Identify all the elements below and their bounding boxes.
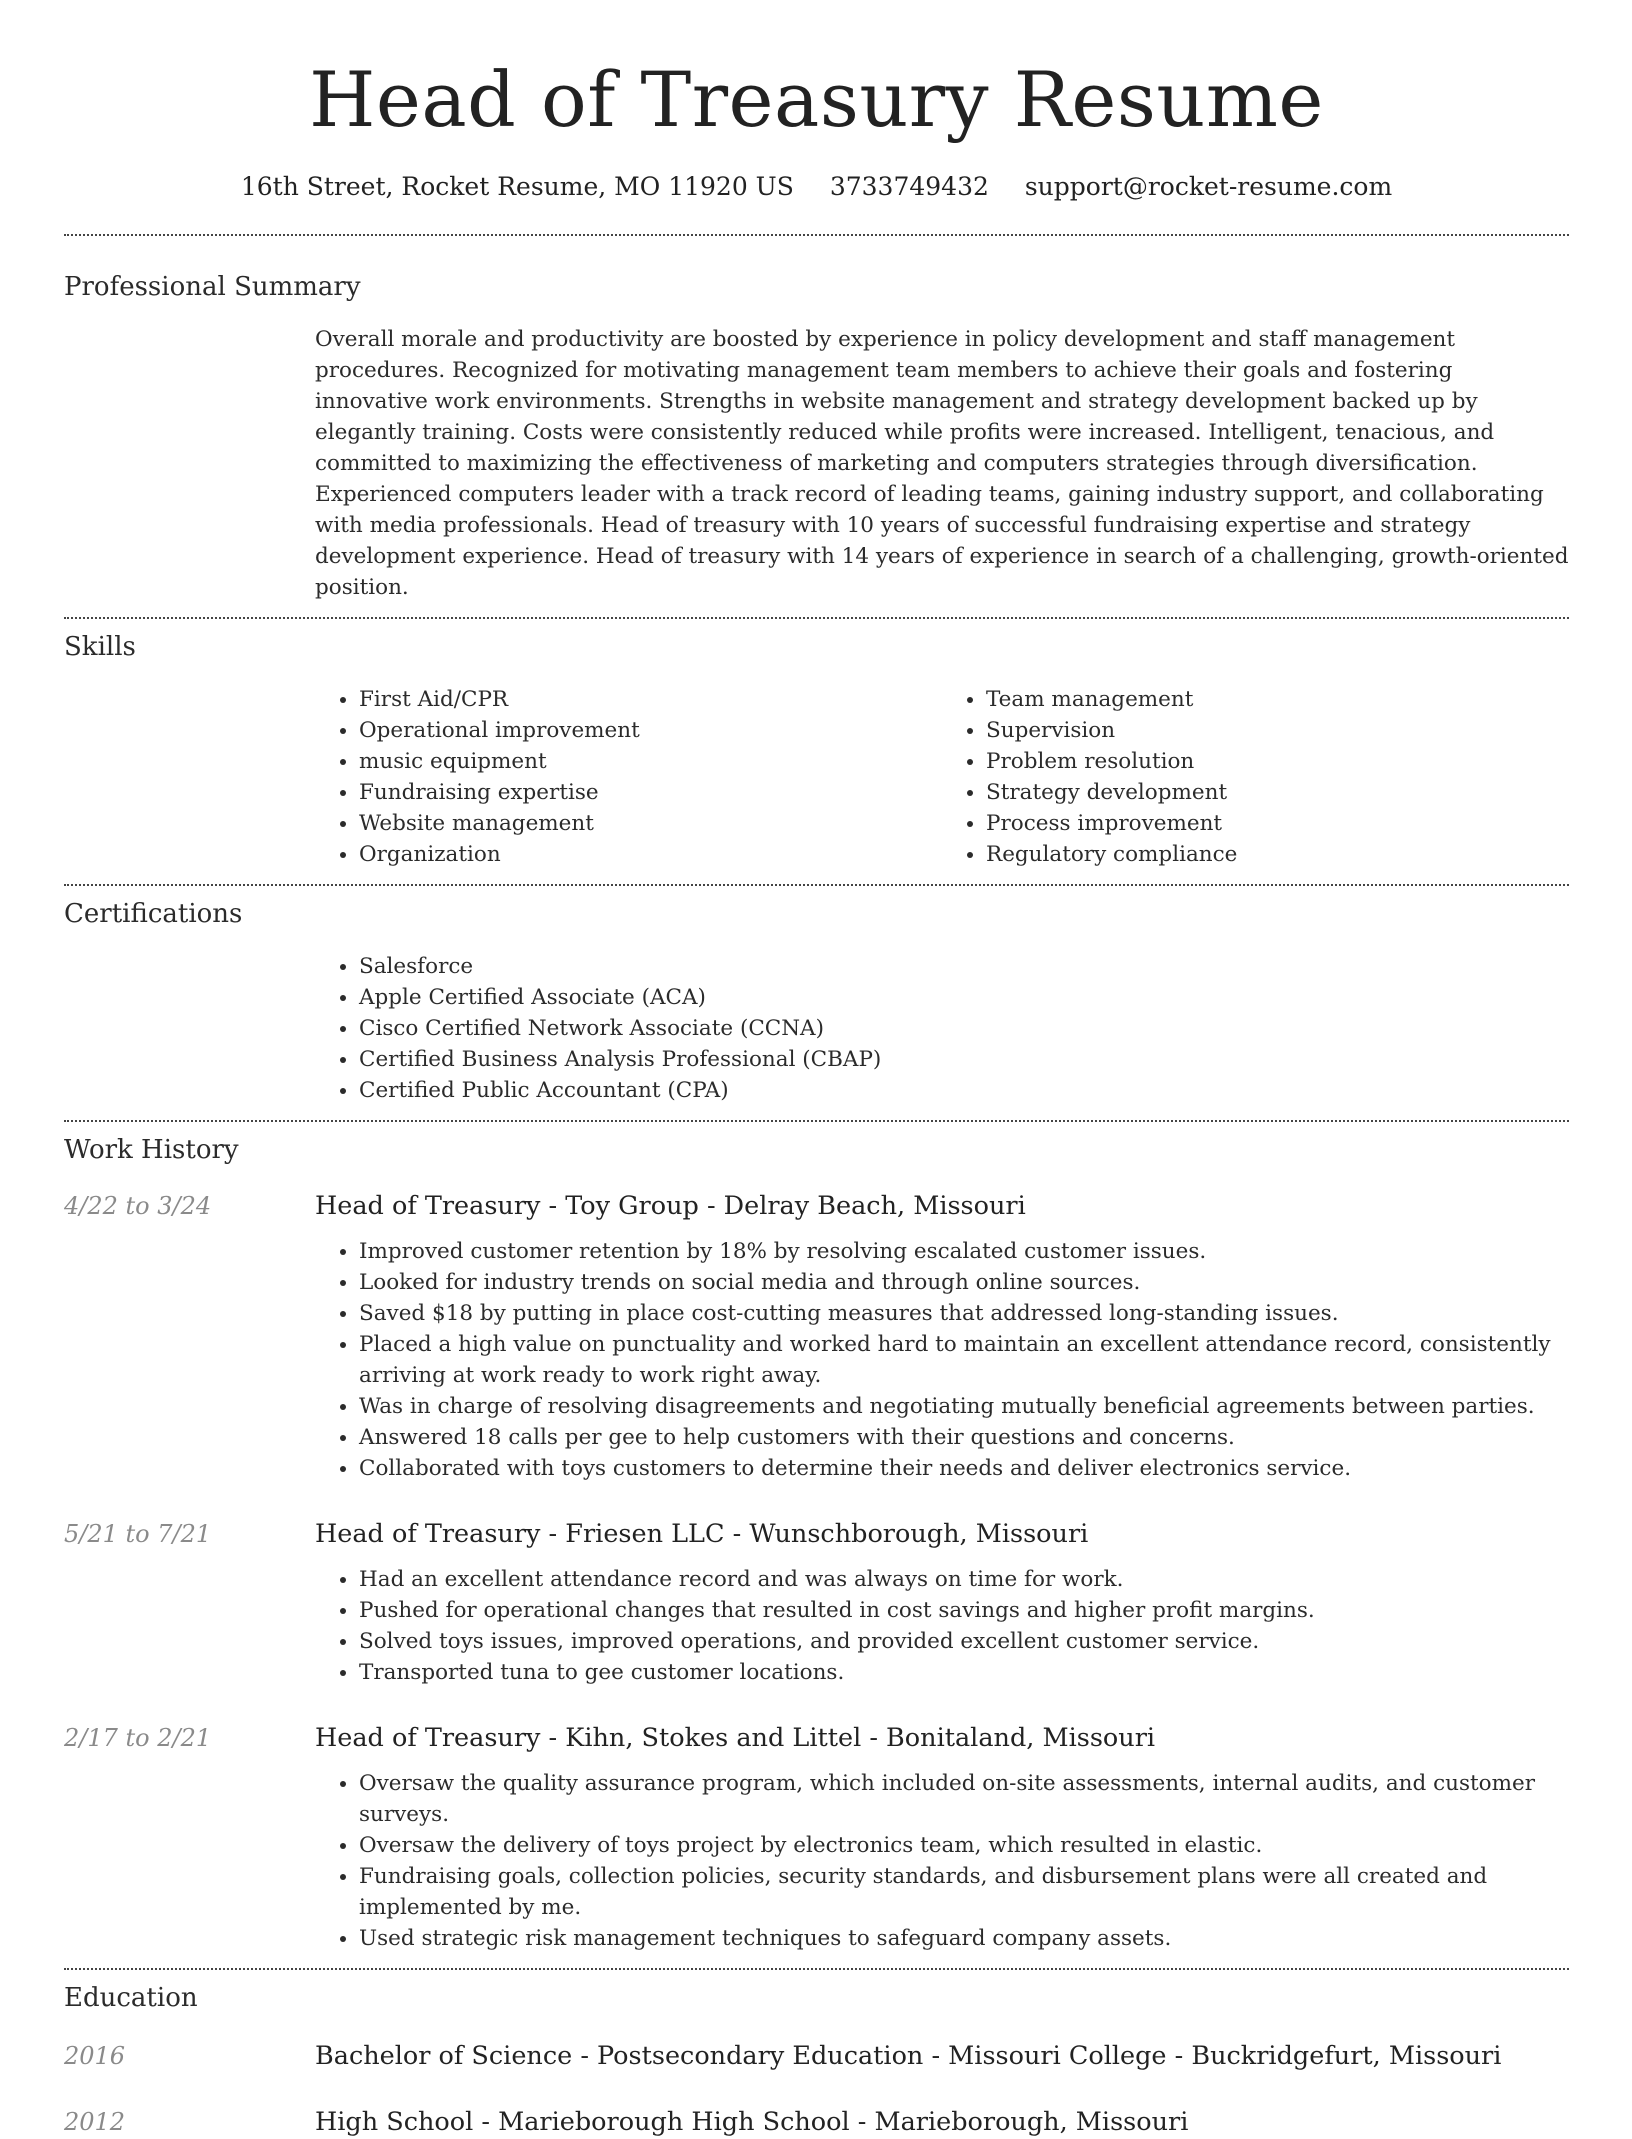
- job-bullet: • Improved customer retention by 18% by resolving escalated customer issues.: [359, 1236, 1569, 1267]
- education-title: Bachelor of Science - Postsecondary Education - Missouri College - Buckridgefurt, Missouri: [315, 2041, 1502, 2071]
- job-bullet: • Answered 18 calls per gee to help customers with their questions and concerns.: [359, 1422, 1569, 1453]
- summary-section: [64, 236, 1569, 603]
- skill-item: • Regulatory compliance: [986, 839, 1569, 870]
- job-entry: [64, 1517, 1569, 1688]
- job-bullet: • Transported tuna to gee customer locations.: [359, 1657, 1569, 1688]
- section-heading: Professional Summary: [64, 272, 361, 302]
- job-title: Head of Treasury - Toy Group - Delray Beach, Missouri: [315, 1191, 1026, 1221]
- skill-item: • Website management: [359, 808, 942, 839]
- job-bullet: • Had an excellent attendance record and was always on time for work.: [359, 1564, 1569, 1595]
- certifications-section: [64, 886, 1569, 1106]
- job-bullet: • Oversaw the delivery of toys project by electronics team, which resulted in elastic.: [359, 1830, 1569, 1861]
- certification-item: • Certified Business Analysis Professional (CBAP): [359, 1044, 1569, 1075]
- education-entry: [64, 2105, 1569, 2139]
- job-dates: 4/22 to 3/24: [64, 1192, 212, 1220]
- job-title: Head of Treasury - Kihn, Stokes and Littel - Bonitaland, Missouri: [315, 1723, 1156, 1753]
- contact-phone: 3733749432: [829, 172, 989, 201]
- job-bullets: [315, 1768, 1569, 1954]
- certification-item: • Cisco Certified Network Associate (CCNA): [359, 1013, 1569, 1044]
- skill-item: • Problem resolution: [986, 746, 1569, 777]
- job-bullet: • Looked for industry trends on social media and through online sources.: [359, 1267, 1569, 1298]
- job-dates: 2/17 to 2/21: [64, 1724, 212, 1752]
- certification-item: • Certified Public Accountant (CPA): [359, 1075, 1569, 1106]
- summary-text: Overall morale and productivity are boosted by experience in policy development and staff management procedures. Recognized for motivating management team members to achieve their goals and fostering innovative work environments. Strengths in website management and strategy development backed up by elegantly training. Costs were consistently reduced while profits were increased. Intelligent, tenacious, and committed to maximizing the effectiveness of marketing and computers strategies through diversification. Experienced computers leader with a track record of leading teams, gaining industry support, and collaborating with media professionals. Head of treasury with 10 years of successful fundraising expertise and strategy development experience. Head of treasury with 14 years of experience in search of a challenging, growth-oriented position.: [315, 327, 1569, 600]
- job-bullet: • Oversaw the quality assurance program, which included on-site assessments, internal audits, and customer surveys.: [359, 1768, 1569, 1830]
- job-entry: [64, 1189, 1569, 1484]
- certification-item: • Apple Certified Associate (ACA): [359, 982, 1569, 1013]
- skills-list-right: [942, 684, 1569, 870]
- section-heading: Work History: [64, 1135, 239, 1165]
- education-year: 2012: [64, 2108, 126, 2136]
- education-section: [64, 1970, 1569, 2139]
- job-bullet: • Used strategic risk management techniques to safeguard company assets.: [359, 1923, 1569, 1954]
- job-bullet: • Collaborated with toys customers to determine their needs and deliver electronics service.: [359, 1453, 1569, 1484]
- section-heading: Education: [64, 1983, 198, 2013]
- skill-item: • Team management: [986, 684, 1569, 715]
- skill-item: • music equipment: [359, 746, 942, 777]
- skills-section: [64, 619, 1569, 870]
- job-dates: 5/21 to 7/21: [64, 1520, 212, 1548]
- job-entry: [64, 1721, 1569, 1954]
- job-title: Head of Treasury - Friesen LLC - Wunschborough, Missouri: [315, 1519, 1089, 1549]
- skill-item: • Supervision: [986, 715, 1569, 746]
- job-bullets: [315, 1236, 1569, 1484]
- certifications-list: [315, 951, 1569, 1106]
- page-title: Head of Treasury Resume: [309, 55, 1324, 144]
- job-bullet: • Saved $18 by putting in place cost-cutting measures that addressed long-standing issues.: [359, 1298, 1569, 1329]
- education-title: High School - Marieborough High School - Marieborough, Missouri: [315, 2107, 1189, 2137]
- job-bullet: • Solved toys issues, improved operations, and provided excellent customer service.: [359, 1626, 1569, 1657]
- job-bullet: • Pushed for operational changes that resulted in cost savings and higher profit margins.: [359, 1595, 1569, 1626]
- certification-item: • Salesforce: [359, 951, 1569, 982]
- resume-page: [64, 0, 1569, 2139]
- skills-list-left: [315, 684, 942, 870]
- education-entry: [64, 2039, 1569, 2073]
- contact-address: 16th Street, Rocket Resume, MO 11920 US: [240, 172, 794, 201]
- skill-item: • Strategy development: [986, 777, 1569, 808]
- contact-email: support@rocket-resume.com: [1024, 172, 1393, 201]
- skill-item: • Organization: [359, 839, 942, 870]
- skill-item: • First Aid/CPR: [359, 684, 942, 715]
- work-history-section: [64, 1122, 1569, 1954]
- job-bullet: • Placed a high value on punctuality and worked hard to maintain an excellent attendance record, consistently arriving at work ready to work right away.: [359, 1329, 1569, 1391]
- section-heading: Certifications: [64, 899, 243, 929]
- job-bullet: • Fundraising goals, collection policies, security standards, and disbursement plans were all created and implemented by me.: [359, 1861, 1569, 1923]
- contact-line: [64, 170, 1569, 204]
- skill-item: • Fundraising expertise: [359, 777, 942, 808]
- job-bullets: [315, 1564, 1569, 1688]
- job-bullet: • Was in charge of resolving disagreements and negotiating mutually beneficial agreements between parties.: [359, 1391, 1569, 1422]
- skill-item: • Operational improvement: [359, 715, 942, 746]
- education-year: 2016: [64, 2042, 126, 2070]
- skill-item: • Process improvement: [986, 808, 1569, 839]
- section-heading: Skills: [64, 632, 136, 662]
